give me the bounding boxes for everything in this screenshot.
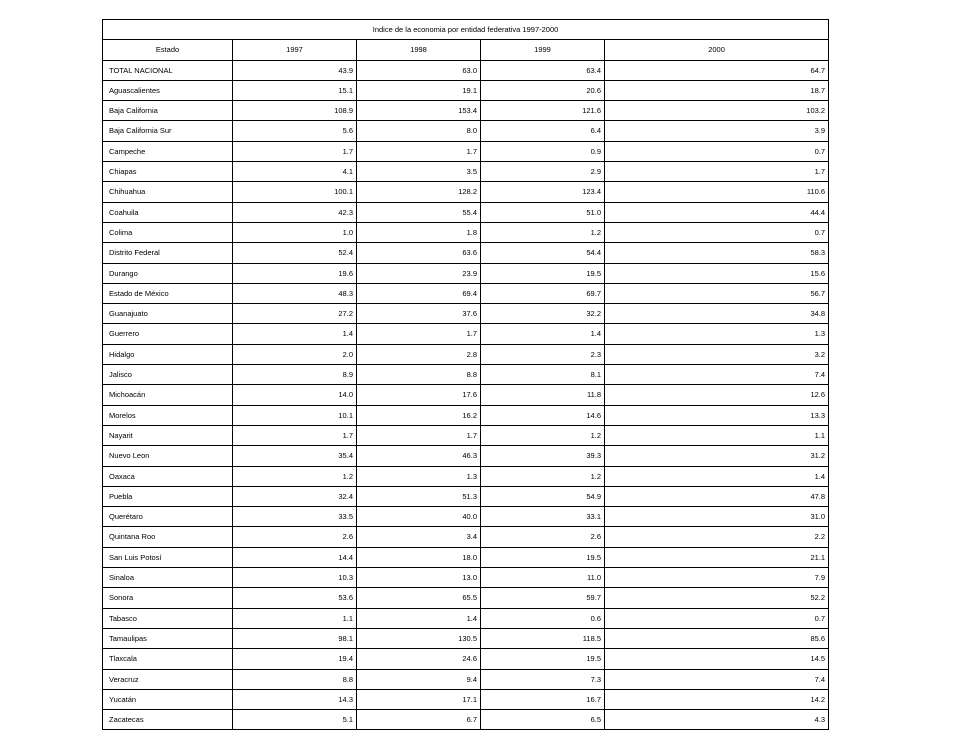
data-table <box>102 19 829 730</box>
header-1997: 1997 <box>233 40 357 60</box>
value-1999: 1.2 <box>481 425 605 445</box>
table-row <box>103 365 829 385</box>
value-2000: 14.2 <box>605 689 829 709</box>
value-1998: 24.6 <box>357 649 481 669</box>
header-2000: 2000 <box>605 40 829 60</box>
state-name: TOTAL NACIONAL <box>103 60 233 80</box>
state-name: Tabasco <box>103 608 233 628</box>
value-1999: 8.1 <box>481 365 605 385</box>
value-1997: 2.0 <box>233 344 357 364</box>
header-1998: 1998 <box>357 40 481 60</box>
value-2000: 103.2 <box>605 101 829 121</box>
title-row <box>103 20 829 40</box>
state-name: San Luis Potosí <box>103 547 233 567</box>
value-1998: 17.1 <box>357 689 481 709</box>
value-2000: 47.8 <box>605 486 829 506</box>
value-1999: 14.6 <box>481 405 605 425</box>
state-name: Coahuila <box>103 202 233 222</box>
table-row <box>103 527 829 547</box>
value-1997: 33.5 <box>233 507 357 527</box>
value-1998: 63.0 <box>357 60 481 80</box>
value-1999: 0.6 <box>481 608 605 628</box>
table-row <box>103 202 829 222</box>
table-row <box>103 243 829 263</box>
value-1998: 19.1 <box>357 80 481 100</box>
value-2000: 64.7 <box>605 60 829 80</box>
value-1998: 3.4 <box>357 527 481 547</box>
value-1997: 5.6 <box>233 121 357 141</box>
value-1998: 65.5 <box>357 588 481 608</box>
value-1999: 19.5 <box>481 547 605 567</box>
value-1999: 63.4 <box>481 60 605 80</box>
value-1999: 123.4 <box>481 182 605 202</box>
value-1999: 2.6 <box>481 527 605 547</box>
state-name: Nuevo Leon <box>103 446 233 466</box>
value-1998: 130.5 <box>357 628 481 648</box>
value-2000: 1.3 <box>605 324 829 344</box>
value-1997: 10.3 <box>233 568 357 588</box>
table-row <box>103 283 829 303</box>
table-row <box>103 101 829 121</box>
state-name: Puebla <box>103 486 233 506</box>
table-row <box>103 507 829 527</box>
state-name: Morelos <box>103 405 233 425</box>
value-1998: 63.6 <box>357 243 481 263</box>
value-1998: 37.6 <box>357 304 481 324</box>
table-row <box>103 669 829 689</box>
state-name: Tlaxcala <box>103 649 233 669</box>
value-2000: 0.7 <box>605 222 829 242</box>
value-1998: 2.8 <box>357 344 481 364</box>
state-name: Querétaro <box>103 507 233 527</box>
state-name: Quintana Roo <box>103 527 233 547</box>
value-1999: 1.4 <box>481 324 605 344</box>
value-1998: 8.0 <box>357 121 481 141</box>
value-1997: 53.6 <box>233 588 357 608</box>
value-1999: 33.1 <box>481 507 605 527</box>
value-1997: 2.6 <box>233 527 357 547</box>
state-name: Nayarit <box>103 425 233 445</box>
value-1998: 13.0 <box>357 568 481 588</box>
value-2000: 12.6 <box>605 385 829 405</box>
table-container <box>102 19 828 730</box>
value-2000: 31.2 <box>605 446 829 466</box>
table-row <box>103 486 829 506</box>
value-1998: 17.6 <box>357 385 481 405</box>
table-row <box>103 222 829 242</box>
value-1998: 16.2 <box>357 405 481 425</box>
table-row <box>103 547 829 567</box>
header-estado: Estado <box>103 40 233 60</box>
value-2000: 1.1 <box>605 425 829 445</box>
value-2000: 34.8 <box>605 304 829 324</box>
state-name: Guanajuato <box>103 304 233 324</box>
value-1997: 100.1 <box>233 182 357 202</box>
value-1998: 1.7 <box>357 141 481 161</box>
value-1997: 1.4 <box>233 324 357 344</box>
value-1998: 1.3 <box>357 466 481 486</box>
value-1999: 11.8 <box>481 385 605 405</box>
value-1999: 20.6 <box>481 80 605 100</box>
value-1997: 8.8 <box>233 669 357 689</box>
value-1997: 43.9 <box>233 60 357 80</box>
value-1997: 42.3 <box>233 202 357 222</box>
value-1999: 54.9 <box>481 486 605 506</box>
value-1998: 8.8 <box>357 365 481 385</box>
state-name: Aguascalientes <box>103 80 233 100</box>
value-1997: 1.7 <box>233 425 357 445</box>
state-name: Estado de México <box>103 283 233 303</box>
value-1998: 153.4 <box>357 101 481 121</box>
state-name: Baja California Sur <box>103 121 233 141</box>
value-2000: 110.6 <box>605 182 829 202</box>
table-row <box>103 263 829 283</box>
value-1999: 59.7 <box>481 588 605 608</box>
table-row <box>103 304 829 324</box>
value-1999: 11.0 <box>481 568 605 588</box>
table-row <box>103 162 829 182</box>
value-1999: 32.2 <box>481 304 605 324</box>
state-name: Michoacán <box>103 385 233 405</box>
value-1998: 3.5 <box>357 162 481 182</box>
state-name: Jalisco <box>103 365 233 385</box>
value-1998: 51.3 <box>357 486 481 506</box>
value-1997: 1.2 <box>233 466 357 486</box>
value-1997: 14.3 <box>233 689 357 709</box>
value-1999: 1.2 <box>481 466 605 486</box>
value-1998: 40.0 <box>357 507 481 527</box>
value-1997: 35.4 <box>233 446 357 466</box>
state-name: Veracruz <box>103 669 233 689</box>
value-1999: 2.3 <box>481 344 605 364</box>
value-2000: 31.0 <box>605 507 829 527</box>
value-1997: 10.1 <box>233 405 357 425</box>
table-row <box>103 628 829 648</box>
value-1999: 16.7 <box>481 689 605 709</box>
value-1997: 1.7 <box>233 141 357 161</box>
value-2000: 52.2 <box>605 588 829 608</box>
value-2000: 7.4 <box>605 669 829 689</box>
value-1997: 19.4 <box>233 649 357 669</box>
table-row <box>103 80 829 100</box>
value-2000: 0.7 <box>605 608 829 628</box>
value-1999: 0.9 <box>481 141 605 161</box>
value-1997: 4.1 <box>233 162 357 182</box>
value-1997: 5.1 <box>233 710 357 730</box>
value-2000: 7.9 <box>605 568 829 588</box>
value-1998: 1.4 <box>357 608 481 628</box>
value-2000: 85.6 <box>605 628 829 648</box>
table-row <box>103 689 829 709</box>
value-2000: 1.7 <box>605 162 829 182</box>
value-2000: 58.3 <box>605 243 829 263</box>
state-name: Distrito Federal <box>103 243 233 263</box>
value-2000: 4.3 <box>605 710 829 730</box>
value-1997: 1.1 <box>233 608 357 628</box>
value-2000: 1.4 <box>605 466 829 486</box>
state-name: Chiapas <box>103 162 233 182</box>
value-1998: 46.3 <box>357 446 481 466</box>
state-name: Oaxaca <box>103 466 233 486</box>
value-1997: 8.9 <box>233 365 357 385</box>
value-1998: 69.4 <box>357 283 481 303</box>
table-row <box>103 141 829 161</box>
state-name: Sonora <box>103 588 233 608</box>
table-title: Indice de la economia por entidad federativa 1997-2000 <box>103 20 829 40</box>
value-1998: 1.7 <box>357 425 481 445</box>
table-row <box>103 568 829 588</box>
state-name: Durango <box>103 263 233 283</box>
state-name: Colima <box>103 222 233 242</box>
value-1998: 128.2 <box>357 182 481 202</box>
header-row <box>103 40 829 60</box>
value-1999: 6.4 <box>481 121 605 141</box>
value-1999: 1.2 <box>481 222 605 242</box>
value-1999: 121.6 <box>481 101 605 121</box>
value-1999: 7.3 <box>481 669 605 689</box>
value-1997: 19.6 <box>233 263 357 283</box>
value-1997: 52.4 <box>233 243 357 263</box>
value-2000: 3.9 <box>605 121 829 141</box>
value-1997: 15.1 <box>233 80 357 100</box>
state-name: Guerrero <box>103 324 233 344</box>
value-2000: 56.7 <box>605 283 829 303</box>
value-1998: 18.0 <box>357 547 481 567</box>
table-row <box>103 649 829 669</box>
value-2000: 44.4 <box>605 202 829 222</box>
value-1998: 1.8 <box>357 222 481 242</box>
value-1999: 39.3 <box>481 446 605 466</box>
value-1999: 6.5 <box>481 710 605 730</box>
value-1999: 19.5 <box>481 263 605 283</box>
table-row <box>103 608 829 628</box>
table-row <box>103 182 829 202</box>
table-row <box>103 446 829 466</box>
value-1997: 27.2 <box>233 304 357 324</box>
value-1997: 32.4 <box>233 486 357 506</box>
state-name: Baja California <box>103 101 233 121</box>
value-2000: 18.7 <box>605 80 829 100</box>
state-name: Campeche <box>103 141 233 161</box>
table-row <box>103 385 829 405</box>
table-row <box>103 324 829 344</box>
value-2000: 2.2 <box>605 527 829 547</box>
table-row <box>103 121 829 141</box>
state-name: Tamaulipas <box>103 628 233 648</box>
value-1997: 108.9 <box>233 101 357 121</box>
value-2000: 7.4 <box>605 365 829 385</box>
value-1997: 98.1 <box>233 628 357 648</box>
value-1999: 118.5 <box>481 628 605 648</box>
value-1999: 51.0 <box>481 202 605 222</box>
value-1998: 9.4 <box>357 669 481 689</box>
value-1998: 55.4 <box>357 202 481 222</box>
state-name: Yucatán <box>103 689 233 709</box>
table-row <box>103 344 829 364</box>
table-row <box>103 405 829 425</box>
value-2000: 0.7 <box>605 141 829 161</box>
header-1999: 1999 <box>481 40 605 60</box>
table-row <box>103 425 829 445</box>
value-1999: 19.5 <box>481 649 605 669</box>
value-2000: 21.1 <box>605 547 829 567</box>
value-1997: 14.0 <box>233 385 357 405</box>
value-1998: 1.7 <box>357 324 481 344</box>
value-1999: 2.9 <box>481 162 605 182</box>
value-1997: 1.0 <box>233 222 357 242</box>
state-name: Zacatecas <box>103 710 233 730</box>
value-1998: 6.7 <box>357 710 481 730</box>
value-2000: 14.5 <box>605 649 829 669</box>
value-1997: 48.3 <box>233 283 357 303</box>
value-1999: 69.7 <box>481 283 605 303</box>
value-1997: 14.4 <box>233 547 357 567</box>
state-name: Hidalgo <box>103 344 233 364</box>
value-1999: 54.4 <box>481 243 605 263</box>
table-row <box>103 588 829 608</box>
value-2000: 3.2 <box>605 344 829 364</box>
value-2000: 15.6 <box>605 263 829 283</box>
table-row <box>103 60 829 80</box>
state-name: Sinaloa <box>103 568 233 588</box>
value-2000: 13.3 <box>605 405 829 425</box>
state-name: Chihuahua <box>103 182 233 202</box>
value-1998: 23.9 <box>357 263 481 283</box>
table-row <box>103 466 829 486</box>
